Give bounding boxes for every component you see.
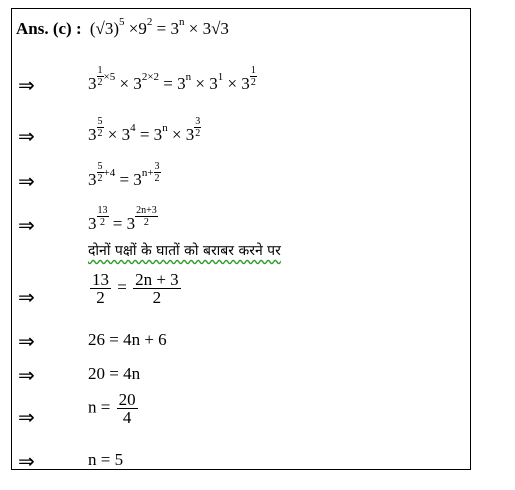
implies-arrow: ⇒ <box>18 363 35 387</box>
equation-2: 3 $\frac{1}{2}$ $^{\times 5} \times 3^{2\times 2} = 3^n \times 3^1 \times 3$ $\frac{1}{2}$ <box>88 65 256 93</box>
implies-arrow: ⇒ <box>18 449 35 473</box>
implies-arrow: ⇒ <box>18 213 35 237</box>
solution-box <box>11 8 471 473</box>
answer-line <box>16 16 229 39</box>
implies-arrow: ⇒ <box>18 329 35 353</box>
equation-3: 3 $\frac{5}{2}$ × $3^4 = 3^n \times 3$ $\frac{3}{2}$ <box>88 116 201 144</box>
equation-8: 20 = 4n <box>88 364 141 383</box>
equation-7: 26 = 4n + 6 <box>88 330 167 349</box>
equation-1: $(√3)^5 \times 9^2 = 3^n \times 3√3$ <box>89 16 229 38</box>
hindi-instruction: दोनों पक्षों के घातों को बराबर करने पर <box>88 243 281 259</box>
implies-arrow: ⇒ <box>18 73 35 97</box>
equation-10: n = 5 <box>88 450 124 469</box>
implies-arrow: ⇒ <box>18 169 35 193</box>
equation-5: 3 $\frac{13}{2}$ = 3 $\frac{2n+3}{2}$ <box>88 205 157 233</box>
equation-9: n = $\frac{20}{4}$ <box>88 390 136 427</box>
equation-4: 3 $\frac{5}{2}$ $^{+4} = 3^{n+}$ $\frac{3}{2}$ <box>88 161 160 189</box>
implies-arrow: ⇒ <box>18 285 35 309</box>
implies-arrow: ⇒ <box>18 124 35 148</box>
implies-arrow: ⇒ <box>18 405 35 429</box>
equation-6: $\frac{13}{2}$ = $\frac{2n + 3}{2}$ <box>92 270 179 307</box>
answer-label: Ans. (c) : <box>16 19 82 38</box>
